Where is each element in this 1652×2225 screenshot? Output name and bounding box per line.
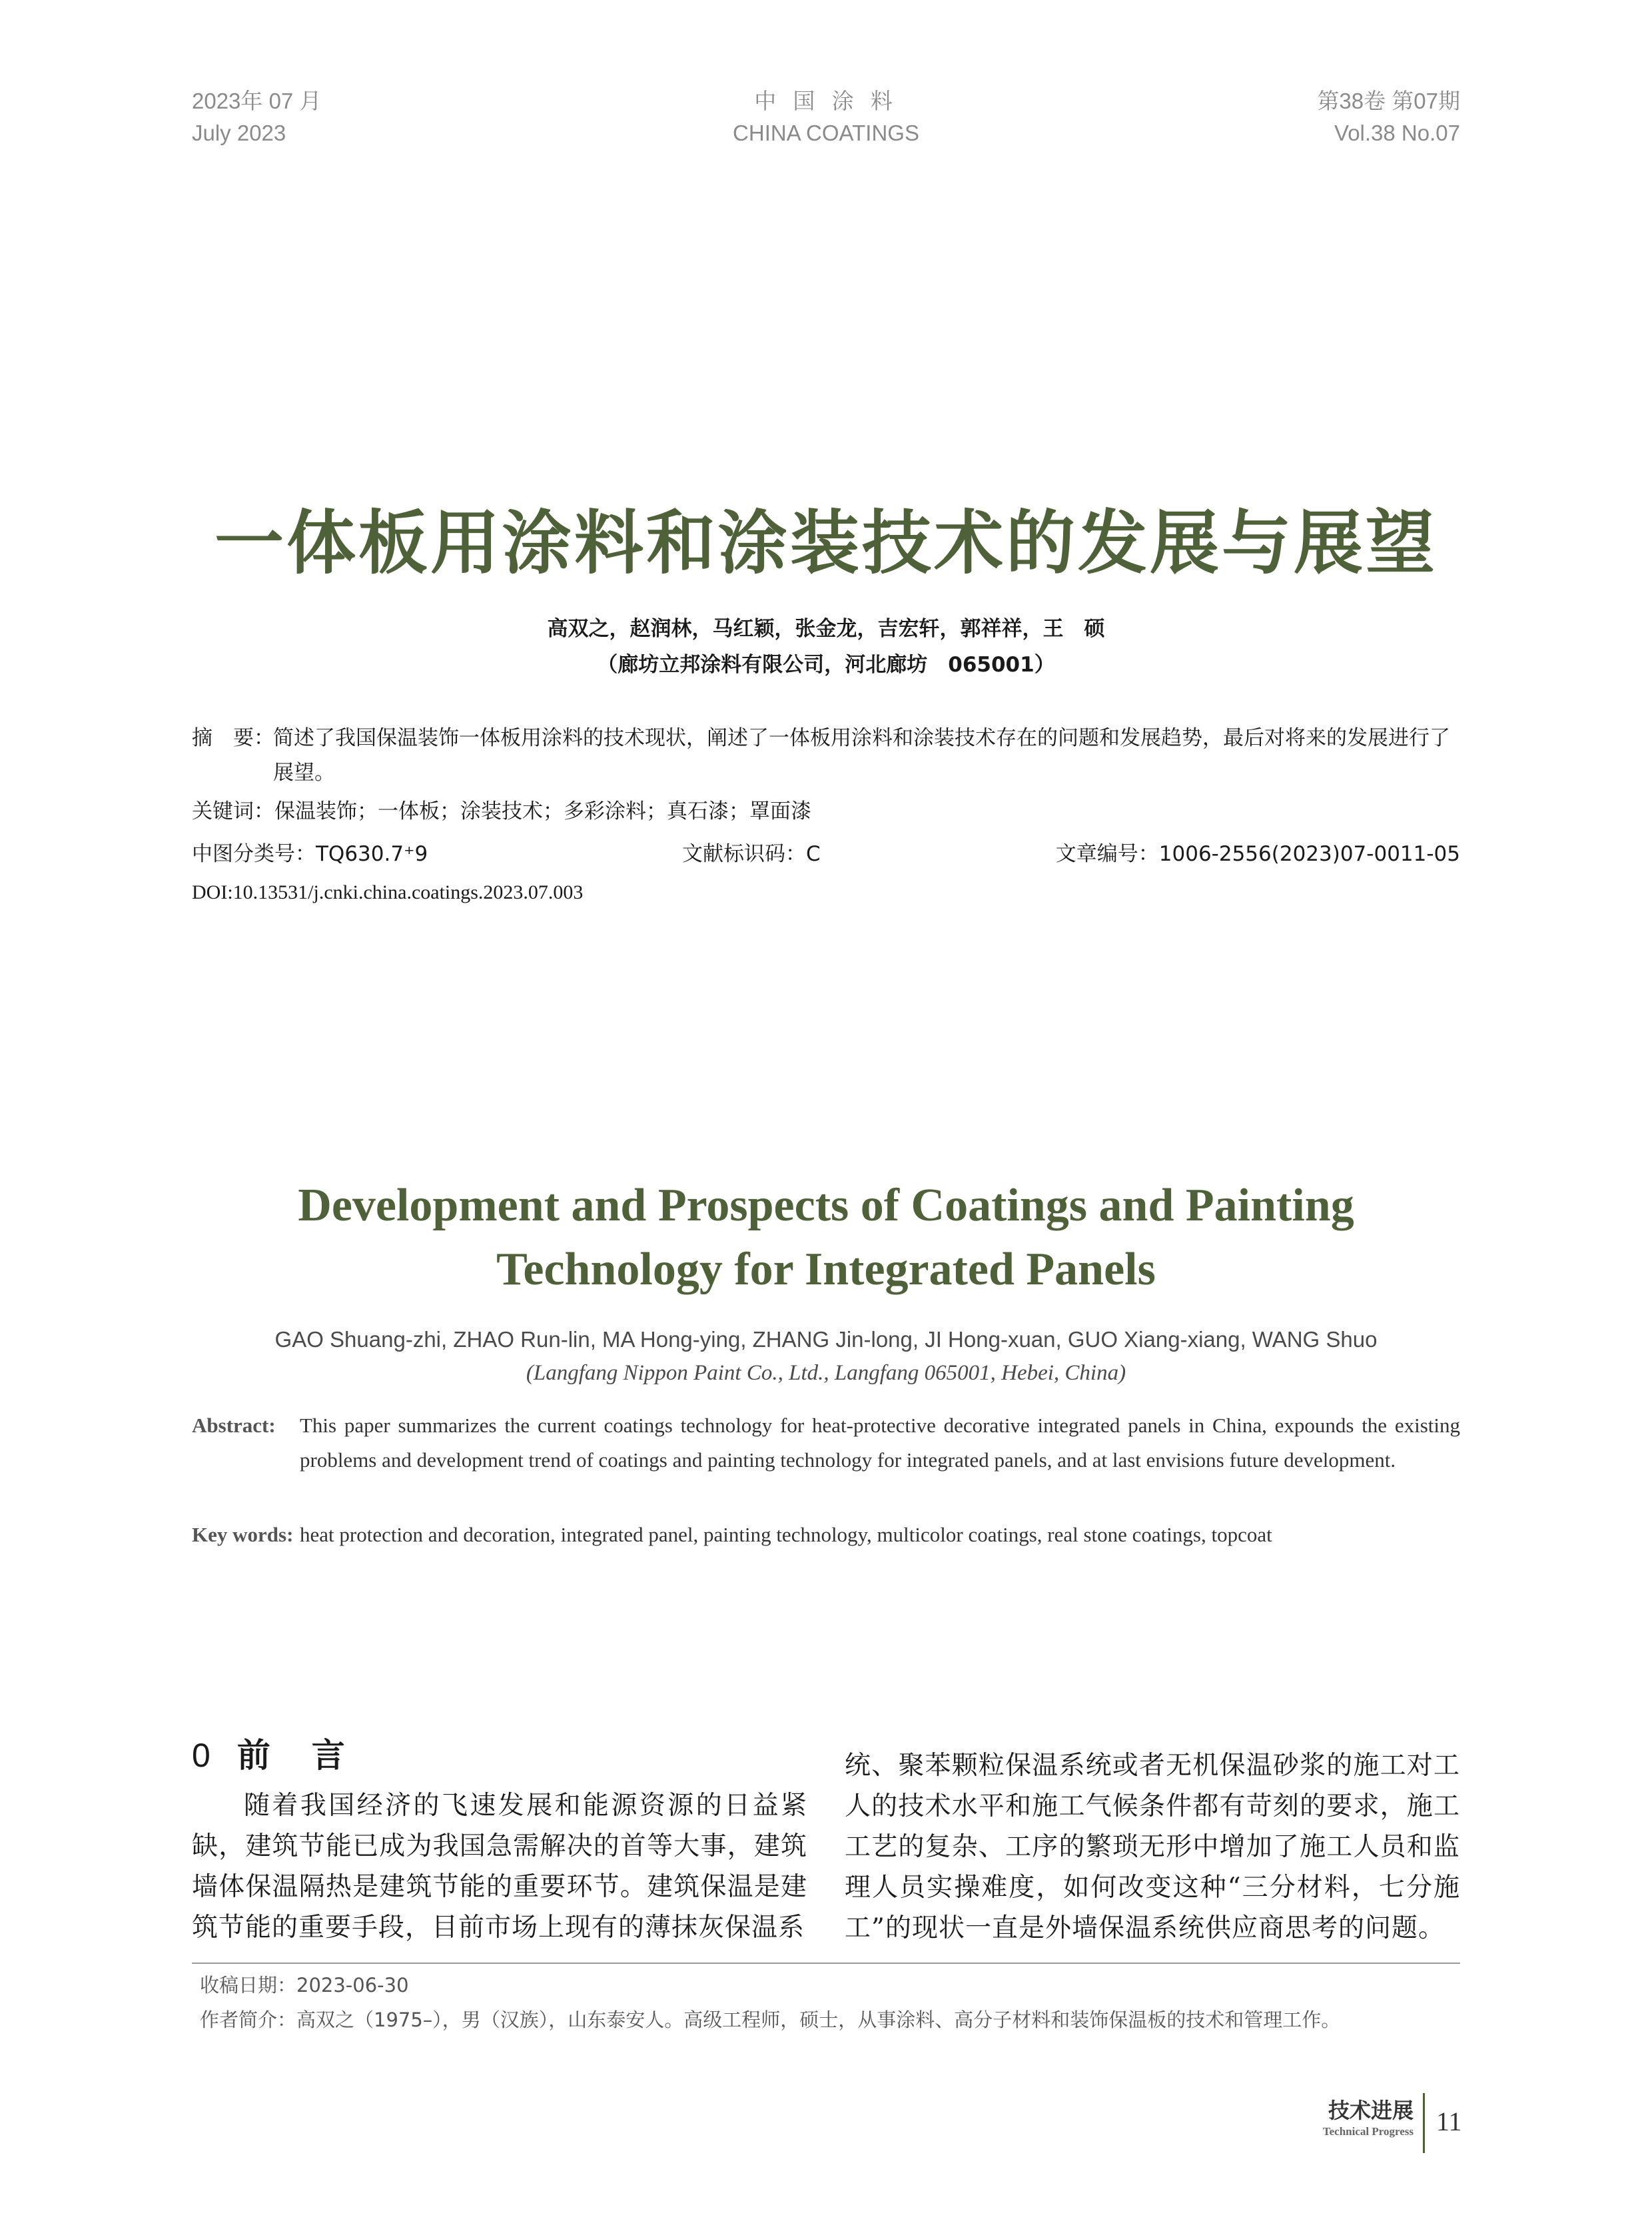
header-volume-en: Vol.38 No.07 <box>1334 121 1460 145</box>
header-journal-cn: 中 国 涂 料 <box>754 89 898 113</box>
clc-number: 中图分类号：TQ630.7⁺9 <box>192 842 428 866</box>
keywords-cn <box>192 794 1460 829</box>
body-column-left: 随着我国经济的飞速发展和能源资源的日益紧缺，建筑节能已成为我国急需解决的首等大事，建筑墙体保温隔热是建筑节能的重要环节。建筑保温是建筑节能的重要手段，目前市场上现有的薄抹灰保温系 <box>192 1791 807 1943</box>
section-number: 0 <box>192 1737 214 1774</box>
title-en <box>0 1174 1652 1302</box>
header-volume-cn: 第38卷 第07期 <box>1317 89 1460 113</box>
header-date-en: July 2023 <box>192 121 286 145</box>
header-journal-en: CHINA COATINGS <box>733 121 919 145</box>
doi: DOI:10.13531/j.cnki.china.coatings.2023.07.003 <box>192 881 584 903</box>
footnote-received: 收稿日期：2023-06-30 <box>200 1974 409 1997</box>
header-date <box>192 85 321 149</box>
title-en-line2: Technology for Integrated Panels <box>496 1244 1156 1295</box>
abstract-cn-label: 摘 要： <box>192 726 274 750</box>
keywords-en-text: heat protection and decoration, integrated panel, painting technology, multicolor coatings, real stone coatings, topcoat <box>300 1523 1272 1546</box>
section-heading <box>192 1732 349 1779</box>
header-date-cn: 2023年 07 月 <box>192 89 322 113</box>
affiliation-cn: （廊坊立邦涂料有限公司，河北廊坊 065001） <box>597 653 1055 677</box>
abstract-en-label: Abstract: <box>192 1414 276 1437</box>
abstract-cn <box>192 721 1460 790</box>
abstract-en <box>192 1408 1460 1478</box>
keywords-en-label: Key words: <box>192 1523 294 1546</box>
keywords-cn-text: 保温装饰；一体板；涂装技术；多彩涂料；真石漆；罩面漆 <box>274 799 811 823</box>
footnote-divider <box>192 1963 1460 1964</box>
page-number: 11 <box>1436 2106 1462 2136</box>
abstract-en-text: This paper summarizes the current coatings technology for heat-protective decorative integrated panels in China, expounds the existing problems and development trend of coatings and painting technology for integrated panels, and at last envisions future development. <box>300 1414 1460 1472</box>
authors-en: GAO Shuang-zhi, ZHAO Run-lin, MA Hong-ying, ZHANG Jin-long, JI Hong-xuan, GUO Xiang-xiang, WANG Shuo <box>274 1327 1378 1352</box>
header-journal <box>659 85 993 149</box>
authors-cn: 高双之，赵润林，马红颖，张金龙，吉宏轩，郭祥祥，王 硕 <box>547 617 1105 641</box>
affiliation-en: (Langfang Nippon Paint Co., Ltd., Langfang 065001, Hebei, China) <box>526 1361 1126 1385</box>
footnote-author-bio: 作者简介：高双之（1975–），男（汉族），山东泰安人。高级工程师，硕士，从事涂料、高分子材料和装饰保温板的技术和管理工作。 <box>200 2008 1341 2031</box>
document-code: 文献标识码：C <box>682 842 821 866</box>
keywords-cn-label: 关键词： <box>192 799 274 823</box>
section-title: 前 言 <box>236 1736 349 1775</box>
body-column-right: 统、聚苯颗粒保温系统或者无机保温砂浆的施工对工人的技术水平和施工气候条件都有苛刻的要求，施工工艺的复杂、工序的繁琐无形中增加了施工人员和监理人员实操难度，如何改变这种“三分材料，七分施工”的现状一直是外墙保温系统供应商思考的问题。 <box>845 1751 1460 1943</box>
article-number: 文章编号：1006-2556(2023)07-0011-05 <box>1055 842 1460 866</box>
footer-section-en: Technical Progress <box>1322 2125 1414 2138</box>
footer-section-cn: 技术进展 <box>1328 2098 1414 2123</box>
title-cn: 一体板用涂料和涂装技术的发展与展望 <box>214 502 1438 584</box>
abstract-cn-text: 简述了我国保温装饰一体板用涂料的技术现状，阐述了一体板用涂料和涂装技术存在的问题和发展趋势，最后对将来的发展进行了展望。 <box>273 726 1450 785</box>
header-volume <box>1317 85 1460 149</box>
footer-divider-bar <box>1423 2093 1425 2153</box>
keywords-en <box>192 1518 1460 1552</box>
title-en-line1: Development and Prospects of Coatings and Painting <box>298 1180 1354 1231</box>
